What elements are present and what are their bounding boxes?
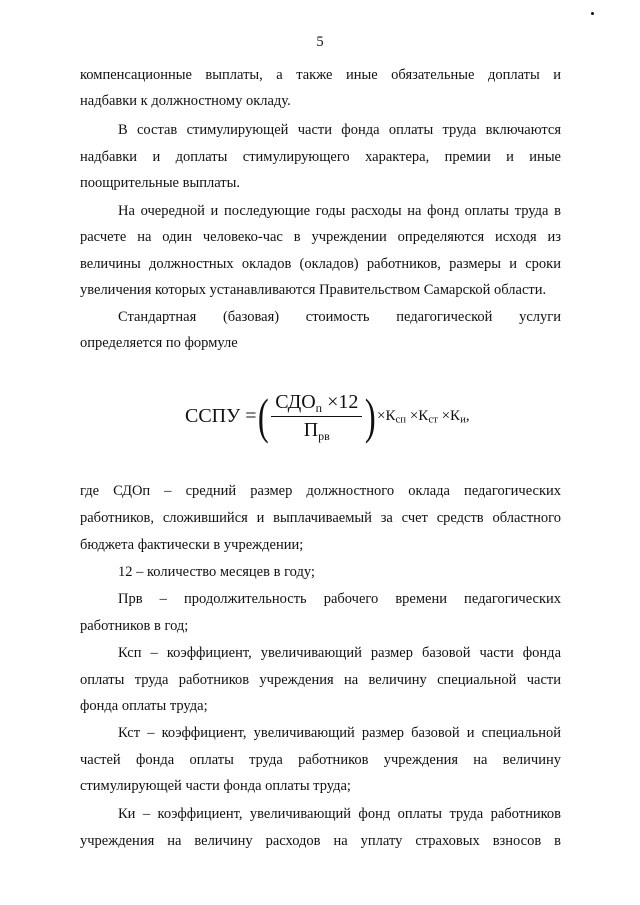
text-line: надбавки к должностному окладу. [80,93,291,109]
left-paren: ( [257,388,269,444]
text-line: Кст – коэффициент, увеличивающий размер базовой и специальной [118,725,561,741]
text-line: работников в год; [80,618,189,634]
text-line: стимулирующей части фонда оплаты труда; [80,778,351,794]
text-line: Прв – продолжительность рабочего времени педагогических [118,591,561,607]
text-line: расчете на один человеко-час в учреждении определяются исходя из [80,229,561,245]
fraction-numerator: $СДО_п \times 12$ [271,391,362,417]
text-line: где СДОп – средний размер должностного оклада педагогических [80,483,561,499]
formula-lhs: ССПУ = [185,404,257,427]
text-line: работников, сложившийся и выплачиваемый за счет средств областного [80,510,561,526]
page-number: 5 [316,34,324,50]
text-line: поощрительные выплаты. [80,175,240,191]
text-line: бюджета фактически в учреждении; [80,537,304,553]
formula-tail: ×Ксп ×Кст ×Ки, [377,407,470,426]
text-line: Ксп – коэффициент, увеличивающий размер базовой части фонда [118,645,561,661]
text-line: величины должностных окладов (окладов) работников, размеры и сроки [80,256,561,272]
text-line: частей фонда оплаты труда работников учреждения на величину [80,752,561,768]
text-line: определяется по формуле [80,335,238,351]
text-line: 12 – количество месяцев в году; [118,564,315,580]
formula-fraction [271,391,362,442]
text-line: Ки – коэффициент, увеличивающий фонд оплаты труда работников [118,806,561,822]
text-line: учреждения на величину расходов на уплату страховых взносов в [80,833,561,849]
text-line: надбавки и доплаты стимулирующего характера, премии и иные [80,149,561,165]
text-line: На очередной и последующие годы расходы на фонд оплаты труда в [118,203,561,219]
text-line: фонда оплаты труда; [80,698,208,714]
text-line: компенсационные выплаты, а также иные обязательные доплаты и [80,67,561,83]
formula-sspu [185,386,470,446]
text-line: увеличения которых устанавливаются Правительством Самарской области. [80,282,547,298]
scan-dot [591,12,594,15]
text-line: Стандартная (базовая) стоимость педагогической услуги [118,309,561,325]
fraction-denominator: $П_{рв}$ [303,418,330,443]
right-paren: ) [365,388,377,444]
text-line: В состав стимулирующей части фонда оплаты труда включаются [118,122,561,138]
text-line: оплаты труда работников учреждения на величину специальной части [80,672,561,688]
